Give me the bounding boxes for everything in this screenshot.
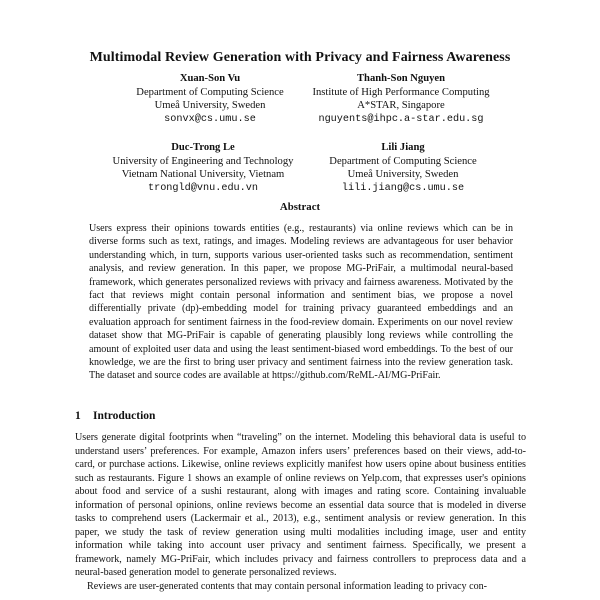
author-affiliation: Institute of High Performance Computing bbox=[312, 86, 490, 98]
author-name: Thanh-Son Nguyen bbox=[356, 73, 446, 84]
author-block bbox=[90, 141, 316, 195]
paper-title: Multimodal Review Generation with Privacy and Fairness Awareness bbox=[89, 50, 511, 65]
intro-paragraph-continued: Reviews are user-generated contents that may contain personal information leading to privacy con- bbox=[87, 581, 488, 592]
author-affiliation: Department of Computing Science bbox=[136, 86, 284, 98]
author-email[interactable]: trongld@vnu.edu.vn bbox=[147, 182, 259, 194]
intro-paragraph: Users generate digital footprints when “traveling” on the internet. Modeling this behavioral data is useful to understand users’ preferences. For example, Amazon infers users’ preferences based on their views, add-to-card, or purchase actions. Likewise, online reviews explicitly manifest how users opine about business entities such as restaurants. Figure 1 shows an example of online reviews on Yelp.com, that expresses user's opinions about food and service of a sushi restaurant, along with images and rating score. Containing invaluable information of personal opinions, online reviews become an essential data source that is modeled in diverse tasks to comprehend users (Lackermair et al., 2013), e.g., sentiment analysis or review generation. In this paper, we study the task of review generation using multi modalities including image, user and entity information while taking into account user privacy and sentiment fairness. Specifically, we present a framework, namely MG-PriFair, which includes privacy and fairness controllers to preprocess data and a neural-based generation model to generate personalized reviews. bbox=[75, 432, 526, 578]
author-email[interactable]: sonvx@cs.umu.se bbox=[164, 113, 256, 125]
author-name: Lili Jiang bbox=[381, 142, 425, 153]
author-location: Vietnam National University, Vietnam bbox=[121, 169, 285, 180]
abstract-heading: Abstract bbox=[279, 201, 321, 213]
author-location: A*STAR, Singapore bbox=[357, 100, 445, 111]
author-email[interactable]: nguyents@ihpc.a-star.edu.sg bbox=[318, 113, 484, 125]
abstract-text: Users express their opinions towards entities (e.g., restaurants) via online reviews which can be in diverse forms such as text, ratings, and images. Modeling reviews are advantageous for user behavior understanding which, in turn, supports various user-oriented tasks such as recommendation, sentiment analysis, and review generation. In this paper, we propose MG-PriFair, a multimodal neural-based framework, which generates personalized reviews with privacy and fairness awareness. Motivated by the fact that reviews might contain personal information and sentiment bias, we propose a novel differentially private (dp)-embedding model for training privacy guaranteed embeddings and an evaluation approach for sentiment fairness in the food-review domain. Experiments on our novel review dataset show that MG-PriFair is capable of generating plausibly long reviews while controlling the amount of exploited user data and using the least sentiment-biased word embeddings. To the best of our knowledge, we are the first to bring user privacy and sentiment fairness into the review generation task. The dataset and source codes are available at https://github.com/ReML-AI/MG-PriFair. bbox=[89, 223, 513, 382]
section-heading bbox=[75, 410, 155, 422]
author-location: Umeå University, Sweden bbox=[154, 100, 266, 111]
author-name: Duc-Trong Le bbox=[171, 142, 235, 153]
author-email[interactable]: lili.jiang@cs.umu.se bbox=[341, 182, 465, 194]
author-block bbox=[296, 72, 506, 126]
author-affiliation: Department of Computing Science bbox=[329, 155, 477, 167]
section-number: 1 bbox=[75, 410, 81, 422]
author-block bbox=[310, 141, 496, 195]
author-name: Xuan-Son Vu bbox=[179, 73, 241, 84]
author-affiliation: University of Engineering and Technology bbox=[112, 155, 294, 167]
section-title: Introduction bbox=[93, 410, 156, 422]
author-location: Umeå University, Sweden bbox=[347, 169, 459, 180]
author-block bbox=[112, 72, 308, 126]
